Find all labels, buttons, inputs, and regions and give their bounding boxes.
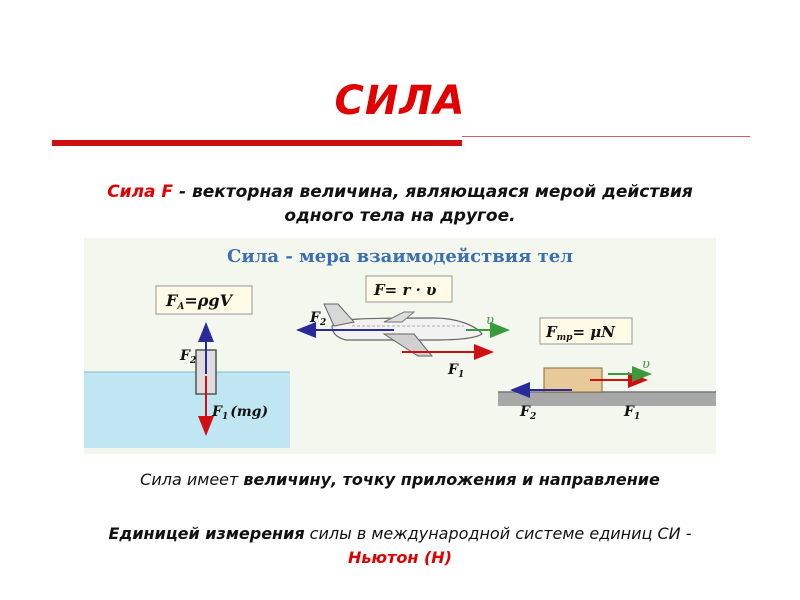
units-bold: Единицей измерения bbox=[108, 524, 305, 543]
force-illustration-svg bbox=[84, 238, 716, 454]
airplane-formula: F= r · υ bbox=[374, 281, 437, 299]
definition-text-line2: одного тела на другое. bbox=[284, 206, 516, 226]
units-newton: Ньютон (Н) bbox=[348, 548, 452, 567]
drag-force-label: $F_2$ bbox=[310, 310, 327, 328]
definition-term: Сила F bbox=[107, 182, 174, 202]
title-underline-thin bbox=[462, 136, 750, 137]
block-velocity-label: υ bbox=[642, 357, 650, 372]
force-definition bbox=[40, 180, 760, 228]
figure-title: Сила - мера взаимодействия тел bbox=[227, 246, 573, 267]
pulling-force-label: $F_1$ bbox=[624, 404, 641, 422]
slide-title: СИЛА bbox=[334, 78, 466, 124]
friction-formula: $F_{тр}= \mu N$ bbox=[546, 323, 615, 343]
gravity-force-label: $F_1$ (mg) bbox=[212, 404, 269, 422]
friction-force-label: $F_2$ bbox=[520, 404, 537, 422]
buoyant-force-label: $F_2$ bbox=[180, 348, 197, 366]
properties-prefix: Сила имеет bbox=[140, 470, 244, 489]
force-units bbox=[20, 522, 780, 570]
title-underline-thick bbox=[52, 140, 462, 146]
units-text: силы в международной системе единиц СИ - bbox=[304, 524, 692, 543]
definition-text: - векторная величина, являющаяся мерой действия bbox=[173, 182, 693, 202]
airplane-velocity-label: υ bbox=[486, 313, 494, 328]
ground-surface bbox=[498, 392, 716, 406]
force-illustration bbox=[84, 238, 716, 454]
properties-bold: величину, точку приложения и направление bbox=[243, 470, 660, 489]
thrust-force-label: $F_1$ bbox=[448, 362, 465, 380]
force-properties bbox=[0, 470, 800, 489]
archimedes-formula: FA=ρgV bbox=[166, 291, 232, 312]
